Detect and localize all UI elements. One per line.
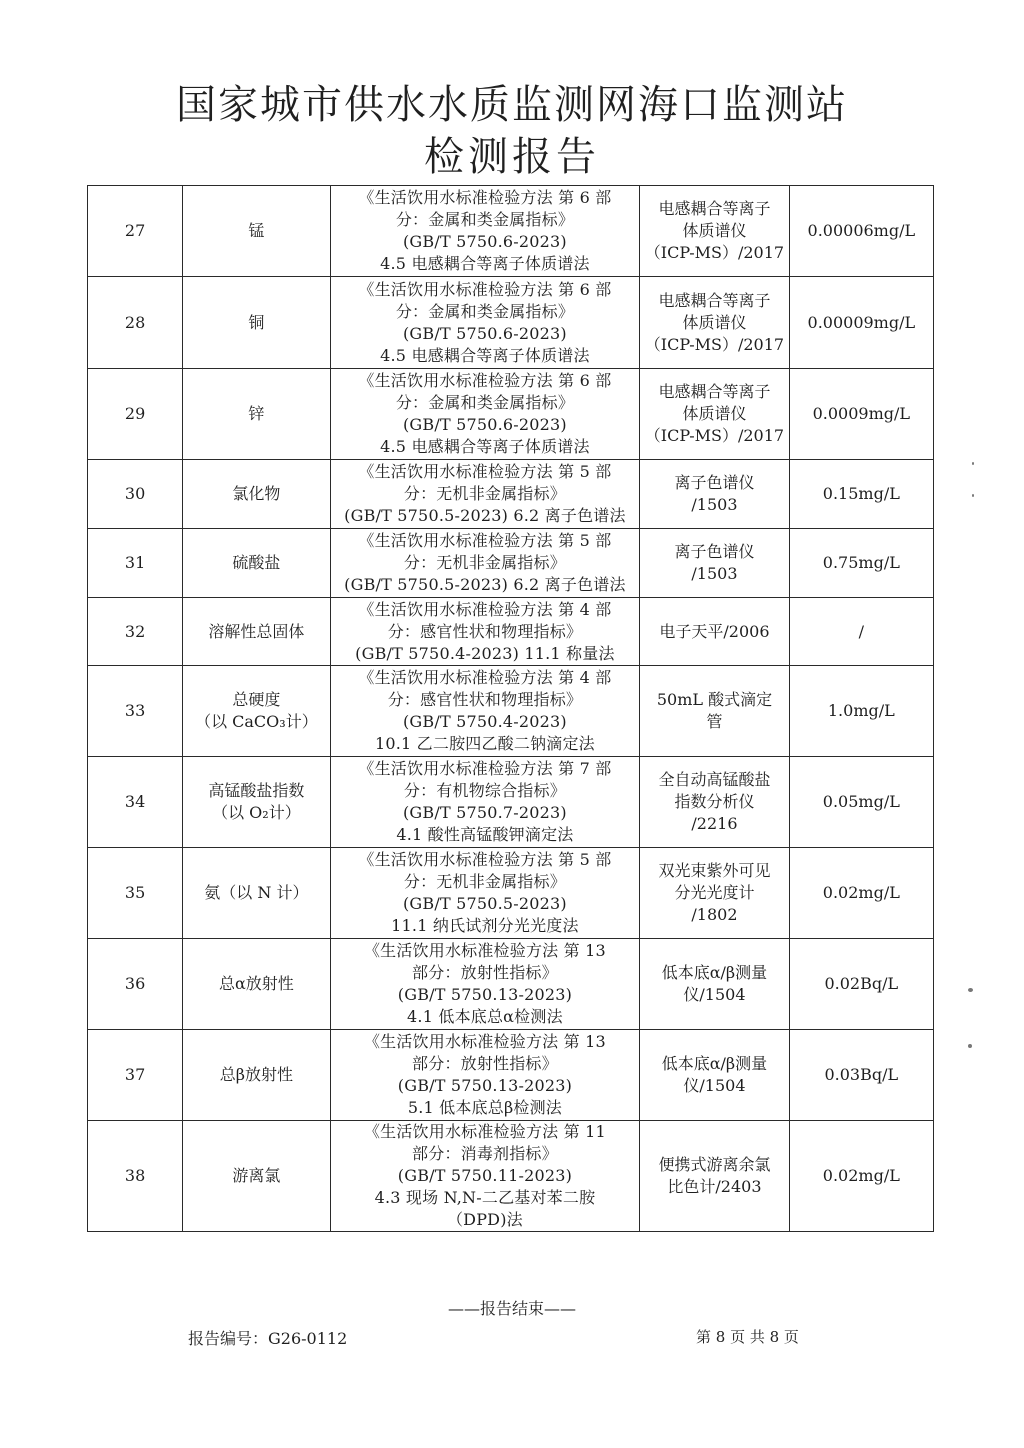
cell-method <box>330 1030 640 1121</box>
method-line: 4.3 现场 N,N-二乙基对苯二胺 <box>374 1188 596 1207</box>
cell-number: 32 <box>88 598 183 666</box>
method-line: 4.5 电感耦合等离子体质谱法 <box>380 345 590 365</box>
instrument-line: /1503 <box>691 495 738 514</box>
cell-item <box>183 666 330 757</box>
cell-item <box>183 939 330 1030</box>
instrument-line: （ICP-MS）/2017 <box>644 243 785 262</box>
method-line: 部分：放射性指标》 <box>412 963 558 982</box>
cell-method <box>330 598 640 666</box>
instrument-line: 离子色谱仪 <box>674 473 755 492</box>
table-row <box>88 1121 934 1232</box>
cell-item <box>183 848 330 939</box>
item-line: （以 O₂计） <box>212 803 301 822</box>
cell-instrument <box>640 757 789 848</box>
cell-detection-limit: 0.03Bq/L <box>789 1030 933 1121</box>
instrument-line: 指数分析仪 <box>674 792 755 811</box>
instrument-line: 仪/1504 <box>683 1076 746 1095</box>
method-line: 《生活饮用水标准检验方法 第 7 部 <box>358 759 612 778</box>
cell-method <box>330 1121 640 1232</box>
cell-detection-limit: 0.02Bq/L <box>789 939 933 1030</box>
table-row <box>88 369 934 460</box>
instrument-line: 双光束紫外可见 <box>658 861 771 880</box>
table-row <box>88 939 934 1030</box>
table-row <box>88 598 934 666</box>
item-line: 高锰酸盐指数 <box>208 781 305 800</box>
method-line: (GB/T 5750.5-2023) 6.2 离子色谱法 <box>344 575 626 594</box>
cell-detection-limit: 0.05mg/L <box>789 757 933 848</box>
cell-item <box>183 598 330 666</box>
cell-number: 30 <box>88 460 183 529</box>
cell-instrument <box>640 186 789 277</box>
cell-number: 29 <box>88 369 183 460</box>
instrument-line: （ICP-MS）/2017 <box>644 334 785 354</box>
item-line: 总β放射性 <box>219 1065 294 1084</box>
instrument-line: 便携式游离余氯 <box>658 1155 771 1174</box>
method-line: 《生活饮用水标准检验方法 第 4 部 <box>358 599 612 619</box>
item-line: 总α放射性 <box>218 974 294 993</box>
instrument-line: 仪/1504 <box>683 985 746 1004</box>
cell-method <box>330 186 640 277</box>
cell-detection-limit: 0.15mg/L <box>789 460 933 529</box>
item-line: 溶解性总固体 <box>208 621 305 641</box>
cell-item <box>183 460 330 529</box>
cell-detection-limit: 0.02mg/L <box>789 1121 933 1232</box>
method-line: 《生活饮用水标准检验方法 第 13 <box>363 941 606 960</box>
cell-method <box>330 666 640 757</box>
cell-instrument <box>640 529 789 598</box>
method-line: 分：无机非金属指标》 <box>403 872 566 891</box>
instrument-line: （ICP-MS）/2017 <box>644 426 785 445</box>
method-line: 部分：消毒剂指标》 <box>412 1144 558 1163</box>
method-line: (GB/T 5750.6-2023) <box>402 232 567 251</box>
method-line: (GB/T 5750.4-2023) 11.1 称量法 <box>355 643 615 663</box>
cell-item <box>183 1121 330 1232</box>
instrument-line: 电子天平/2006 <box>659 621 770 641</box>
cell-item <box>183 186 330 277</box>
method-line: 分：金属和类金属指标》 <box>395 301 575 321</box>
method-line: (GB/T 5750.11-2023) <box>397 1166 573 1185</box>
cell-number: 27 <box>88 186 183 277</box>
table-row <box>88 529 934 598</box>
method-line: 《生活饮用水标准检验方法 第 6 部 <box>358 279 612 299</box>
cell-number: 36 <box>88 939 183 1030</box>
item-line: 氯化物 <box>232 484 281 503</box>
cell-instrument <box>640 369 789 460</box>
method-line: 分：有机物综合指标》 <box>403 781 566 800</box>
report-end-marker: ——报告结束—— <box>447 1299 576 1318</box>
method-line: 10.1 乙二胺四乙酸二钠滴定法 <box>374 734 595 753</box>
cell-method <box>330 848 640 939</box>
instrument-line: 电感耦合等离子 <box>658 199 771 218</box>
item-line: 硫酸盐 <box>232 553 281 572</box>
instrument-line: 离子色谱仪 <box>674 542 755 561</box>
cell-item <box>183 277 330 369</box>
method-line: 《生活饮用水标准检验方法 第 11 <box>363 1122 606 1141</box>
method-line: 《生活饮用水标准检验方法 第 6 部 <box>358 188 612 207</box>
item-line: 铜 <box>248 312 265 332</box>
cell-method <box>330 460 640 529</box>
cell-detection-limit: 1.0mg/L <box>789 666 933 757</box>
instrument-line: 管 <box>706 712 723 731</box>
cell-method <box>330 529 640 598</box>
item-line: （以 CaCO₃计） <box>195 712 318 731</box>
method-line: 分：感官性状和物理指标》 <box>387 690 583 709</box>
method-line: 《生活饮用水标准检验方法 第 4 部 <box>358 668 612 687</box>
method-line: (GB/T 5750.6-2023) <box>402 415 567 434</box>
method-line: 11.1 纳氏试剂分光光度法 <box>391 916 579 935</box>
instrument-line: 体质谱仪 <box>682 221 747 240</box>
table-row <box>88 186 934 277</box>
scan-speck <box>968 988 973 992</box>
cell-detection-limit: 0.00009mg/L <box>789 277 933 369</box>
cell-item <box>183 529 330 598</box>
cell-number: 33 <box>88 666 183 757</box>
method-line: 4.5 电感耦合等离子体质谱法 <box>380 254 590 273</box>
cell-number: 34 <box>88 757 183 848</box>
item-line: 氨（以 N 计） <box>204 883 309 902</box>
results-table <box>87 185 934 1232</box>
item-line: 锌 <box>248 404 265 423</box>
instrument-line: 低本底α/β测量 <box>661 1054 768 1073</box>
method-line: 分：金属和类金属指标》 <box>395 210 575 229</box>
table-row <box>88 848 934 939</box>
page-indicator: 第 8 页 共 8 页 <box>696 1328 799 1346</box>
method-line: 《生活饮用水标准检验方法 第 13 <box>363 1032 606 1051</box>
cell-detection-limit: 0.75mg/L <box>789 529 933 598</box>
method-line: (GB/T 5750.6-2023) <box>402 323 567 343</box>
scan-speck <box>968 1044 972 1048</box>
method-line: 4.1 酸性高锰酸钾滴定法 <box>396 825 574 844</box>
item-line: 总硬度 <box>232 690 281 709</box>
method-line: 《生活饮用水标准检验方法 第 5 部 <box>358 531 612 550</box>
report-number: 报告编号：G26-0112 <box>188 1329 348 1348</box>
instrument-line: 电感耦合等离子 <box>658 382 771 401</box>
table-row <box>88 1030 934 1121</box>
method-line: 《生活饮用水标准检验方法 第 6 部 <box>358 371 612 390</box>
table-row <box>88 277 934 369</box>
cell-number: 38 <box>88 1121 183 1232</box>
cell-instrument <box>640 1121 789 1232</box>
instrument-line: 体质谱仪 <box>682 404 747 423</box>
method-line: (GB/T 5750.13-2023) <box>397 1076 573 1095</box>
report-subtitle: 检测报告 <box>424 134 600 180</box>
instrument-line: 体质谱仪 <box>682 312 747 332</box>
method-line: (GB/T 5750.5-2023) <box>402 894 567 913</box>
cell-instrument <box>640 277 789 369</box>
instrument-line: 分光光度计 <box>674 883 755 902</box>
report-title: 国家城市供水水质监测网海口监测站 <box>176 82 848 128</box>
cell-item <box>183 369 330 460</box>
instrument-line: 全自动高锰酸盐 <box>658 770 771 789</box>
method-line: 4.5 电感耦合等离子体质谱法 <box>380 437 590 456</box>
cell-detection-limit: 0.02mg/L <box>789 848 933 939</box>
method-line: 4.1 低本底总α检测法 <box>407 1007 563 1026</box>
method-line: 分：感官性状和物理指标》 <box>387 621 583 641</box>
cell-item <box>183 1030 330 1121</box>
item-line: 锰 <box>248 221 265 240</box>
cell-detection-limit: 0.0009mg/L <box>789 369 933 460</box>
instrument-line: 电感耦合等离子 <box>658 290 771 310</box>
cell-item <box>183 757 330 848</box>
cell-instrument <box>640 460 789 529</box>
cell-number: 31 <box>88 529 183 598</box>
table-row <box>88 460 934 529</box>
instrument-line: 50mL 酸式滴定 <box>656 690 773 709</box>
method-line: 部分：放射性指标》 <box>412 1054 558 1073</box>
instrument-line: /1503 <box>691 564 738 583</box>
cell-method <box>330 939 640 1030</box>
cell-detection-limit: 0.00006mg/L <box>789 186 933 277</box>
cell-instrument <box>640 848 789 939</box>
cell-number: 35 <box>88 848 183 939</box>
method-line: (GB/T 5750.5-2023) 6.2 离子色谱法 <box>344 506 626 525</box>
method-line: 《生活饮用水标准检验方法 第 5 部 <box>358 462 612 481</box>
instrument-line: 比色计/2403 <box>667 1177 762 1196</box>
cell-detection-limit: / <box>789 598 933 666</box>
item-line: 游离氯 <box>232 1166 281 1185</box>
cell-instrument <box>640 598 789 666</box>
table-row <box>88 666 934 757</box>
method-line: (GB/T 5750.13-2023) <box>397 985 573 1004</box>
cell-instrument <box>640 939 789 1030</box>
cell-number: 28 <box>88 277 183 369</box>
scan-speck <box>972 462 974 465</box>
method-line: （DPD)法 <box>446 1210 523 1229</box>
method-line: (GB/T 5750.7-2023) <box>402 803 567 822</box>
cell-method <box>330 757 640 848</box>
instrument-line: /2216 <box>691 814 738 833</box>
cell-instrument <box>640 666 789 757</box>
cell-number: 37 <box>88 1030 183 1121</box>
scan-speck <box>972 494 974 497</box>
method-line: 5.1 低本底总β检测法 <box>407 1098 563 1117</box>
cell-method <box>330 369 640 460</box>
method-line: 分：金属和类金属指标》 <box>395 393 575 412</box>
cell-instrument <box>640 1030 789 1121</box>
method-line: 《生活饮用水标准检验方法 第 5 部 <box>358 850 612 869</box>
method-line: (GB/T 5750.4-2023) <box>402 712 567 731</box>
table-row <box>88 757 934 848</box>
instrument-line: 低本底α/β测量 <box>661 963 768 982</box>
method-line: 分：无机非金属指标》 <box>403 553 566 572</box>
cell-method <box>330 277 640 369</box>
instrument-line: /1802 <box>691 905 738 924</box>
method-line: 分：无机非金属指标》 <box>403 484 566 503</box>
